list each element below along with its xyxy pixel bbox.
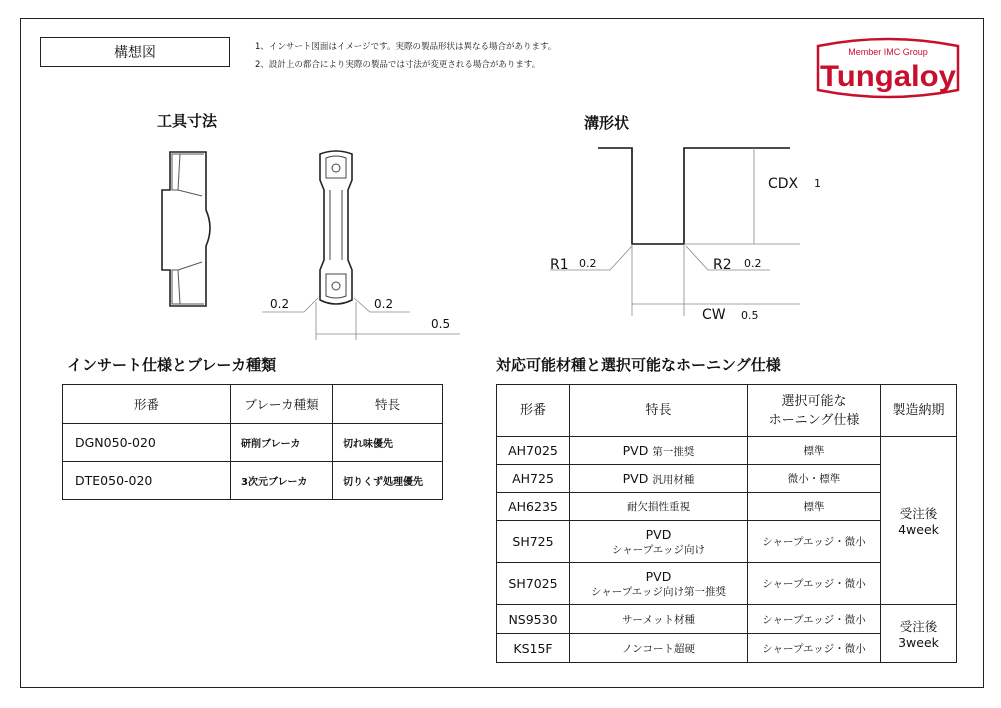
logo-tagline: Member IMC Group [848, 47, 928, 57]
grade-honing: シャープエッジ・微小 [748, 521, 881, 563]
grade-honing: 標準 [748, 493, 881, 521]
cw-value: 0.5 [741, 309, 759, 322]
cdx-value: 1 [814, 177, 821, 190]
tool-dim-right: 0.2 [374, 297, 394, 311]
materials-header-honing-1: 選択可能な [781, 393, 847, 409]
materials-header-feature: 特長 [570, 385, 748, 437]
insert-code: DTE050-020 [63, 462, 231, 500]
r1-label: R1 [550, 257, 569, 273]
delivery-4week: 受注後 4week [881, 437, 957, 605]
materials-header-code: 形番 [497, 385, 570, 437]
table-row [63, 424, 443, 462]
grade-feature: PVD シャープエッジ向け第一推奨 [570, 563, 748, 605]
insert-spec-table [62, 384, 443, 500]
insert-feature: 切れ味優先 [333, 424, 443, 462]
grade-feature: PVD 第一推奨 [570, 437, 748, 465]
r1-value: 0.2 [579, 257, 597, 270]
materials-header-honing [748, 385, 881, 437]
grade-code: SH725 [497, 521, 570, 563]
insert-header-code: 形番 [63, 385, 231, 424]
cdx-label: CDX [768, 176, 799, 192]
grade-feature: ノンコート超硬 [570, 634, 748, 663]
insert-header-breaker: ブレーカ種類 [231, 385, 333, 424]
grade-honing: 微小・標準 [748, 465, 881, 493]
tungaloy-logo [812, 38, 964, 102]
table-row [63, 462, 443, 500]
delivery-3week: 受注後 3week [881, 605, 957, 663]
materials-title: 対応可能材種と選択可能なホーニング仕様 [496, 356, 781, 374]
grade-code: AH7025 [497, 437, 570, 465]
table-row [497, 605, 957, 634]
groove-shape-title: 溝形状 [584, 114, 630, 132]
insert-side-view [158, 150, 218, 310]
tool-dim-left: 0.2 [270, 297, 290, 311]
tool-dim-width: 0.5 [431, 317, 451, 331]
grade-honing: シャープエッジ・微小 [748, 563, 881, 605]
grade-feature: PVD シャープエッジ向け [570, 521, 748, 563]
note-2: 2、設計上の都合により実際の製品では寸法が変更される場合があります。 [255, 60, 541, 70]
note-1: 1、インサート図面はイメージです。実際の製品形状は異なる場合があります。 [255, 42, 557, 52]
cw-label: CW [702, 307, 726, 323]
grade-honing: シャープエッジ・微小 [748, 634, 881, 663]
materials-header-honing-2: ホーニング仕様 [768, 412, 860, 428]
logo-brand: Tungaloy [820, 60, 957, 93]
grade-feature: 耐欠損性重視 [570, 493, 748, 521]
insert-spec-title: インサート仕様とブレーカ種類 [67, 356, 277, 374]
drawing-title: 構想図 [40, 37, 230, 67]
groove-profile [590, 140, 810, 320]
grade-feature: PVD 汎用材種 [570, 465, 748, 493]
grade-feature: サーメット材種 [570, 605, 748, 634]
grade-honing: シャープエッジ・微小 [748, 605, 881, 634]
insert-breaker: 3次元ブレーカ [231, 462, 333, 500]
materials-header-delivery: 製造納期 [881, 385, 957, 437]
insert-breaker: 研削ブレーカ [231, 424, 333, 462]
grade-honing: 標準 [748, 437, 881, 465]
grade-code: AH6235 [497, 493, 570, 521]
insert-code: DGN050-020 [63, 424, 231, 462]
r2-value: 0.2 [744, 257, 762, 270]
tool-dimensions-title: 工具寸法 [157, 112, 218, 130]
grade-code: KS15F [497, 634, 570, 663]
table-row [497, 437, 957, 465]
grade-code: NS9530 [497, 605, 570, 634]
insert-header-feature: 特長 [333, 385, 443, 424]
grade-code: AH725 [497, 465, 570, 493]
insert-feature: 切りくず処理優先 [333, 462, 443, 500]
grade-code: SH7025 [497, 563, 570, 605]
materials-table [496, 384, 957, 663]
insert-front-view [316, 150, 356, 310]
tool-dimension-lines [260, 290, 460, 350]
r2-label: R2 [713, 257, 732, 273]
